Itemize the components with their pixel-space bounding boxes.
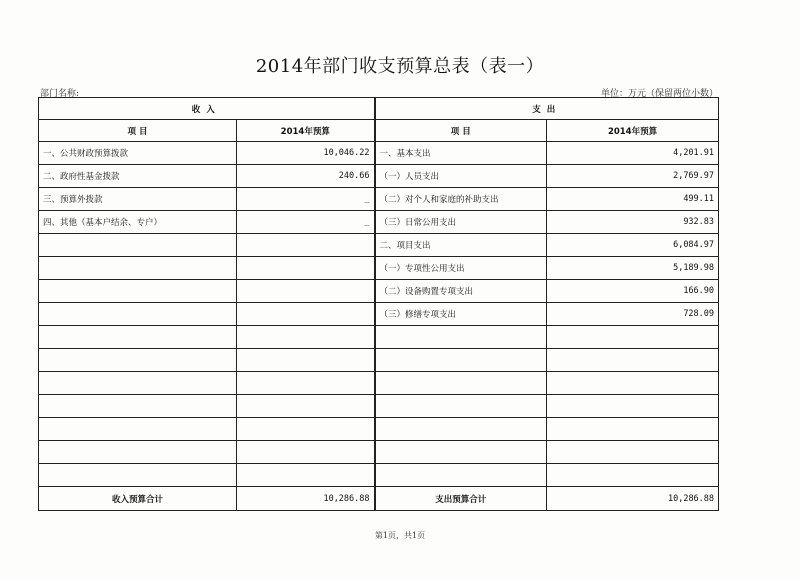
income-item-cell: 二、政府性基金拨款 (39, 165, 237, 188)
total-row (39, 487, 719, 511)
income-item-cell (39, 372, 237, 395)
expense-value-cell: 2,769.97 (547, 165, 719, 188)
expense-item-cell (375, 326, 547, 349)
income-value-cell (237, 418, 375, 441)
income-item-cell (39, 326, 237, 349)
expense-item-cell: （二）设备购置专项支出 (375, 280, 547, 303)
expense-value-cell: 6,084.97 (547, 234, 719, 257)
table-row (39, 280, 719, 303)
table-row (39, 395, 719, 418)
expense-item-cell: （一）专项性公用支出 (375, 257, 547, 280)
expense-item-cell: （二）对个人和家庭的补助支出 (375, 188, 547, 211)
table-row (39, 326, 719, 349)
expense-value-cell (547, 349, 719, 372)
expense-value-cell: 5,189.98 (547, 257, 719, 280)
expense-item-cell: （三）日常公用支出 (375, 211, 547, 234)
table-row (39, 441, 719, 464)
income-total-label: 收入预算合计 (39, 487, 237, 511)
income-item-cell (39, 418, 237, 441)
expense-item-cell (375, 464, 547, 487)
expense-value-cell: 728.09 (547, 303, 719, 326)
table-row (39, 234, 719, 257)
income-section-header: 收入 (39, 98, 375, 120)
income-item-cell (39, 234, 237, 257)
page-number: 第1页，共1页 (374, 531, 426, 540)
income-value-cell: _ (237, 211, 375, 234)
income-item-cell (39, 349, 237, 372)
expense-item-cell: （一）人员支出 (375, 165, 547, 188)
income-value-cell (237, 280, 375, 303)
income-value-cell (237, 257, 375, 280)
expense-value-cell (547, 372, 719, 395)
income-budget-header: 2014年预算 (237, 120, 375, 142)
income-value-cell (237, 441, 375, 464)
unit-label: 单位：万元（保留两位小数） (600, 89, 718, 99)
section-header-row (39, 98, 719, 120)
expense-item-cell (375, 441, 547, 464)
expense-value-cell: 4,201.91 (547, 142, 719, 165)
income-value-cell (237, 326, 375, 349)
income-value-cell (237, 349, 375, 372)
income-item-cell (39, 303, 237, 326)
expense-total-label: 支出预算合计 (375, 487, 547, 511)
expense-value-cell (547, 395, 719, 418)
expense-budget-header: 2014年预算 (547, 120, 719, 142)
income-item-cell: 一、公共财政预算拨款 (39, 142, 237, 165)
table-row (39, 418, 719, 441)
table-row (39, 464, 719, 487)
expense-item-cell (375, 372, 547, 395)
income-item-cell (39, 280, 237, 303)
table-row (39, 372, 719, 395)
income-item-cell (39, 441, 237, 464)
column-header-row (39, 120, 719, 142)
table-row (39, 142, 719, 165)
expense-section-header: 支出 (375, 98, 719, 120)
table-row (39, 188, 719, 211)
income-total-value: 10,286.88 (237, 487, 375, 511)
table-row (39, 257, 719, 280)
income-item-cell (39, 464, 237, 487)
income-value-cell (237, 303, 375, 326)
income-item-cell (39, 257, 237, 280)
expense-value-cell (547, 441, 719, 464)
income-value-cell: 10,046.22 (237, 142, 375, 165)
income-item-cell (39, 395, 237, 418)
income-item-cell: 三、预算外拨款 (39, 188, 237, 211)
table-row (39, 211, 719, 234)
income-value-cell (237, 372, 375, 395)
income-value-cell: _ (237, 188, 375, 211)
expense-item-cell (375, 349, 547, 372)
budget-table (38, 97, 719, 511)
expense-item-header: 项 目 (375, 120, 547, 142)
expense-item-cell: 一、基本支出 (375, 142, 547, 165)
income-value-cell (237, 234, 375, 257)
income-value-cell (237, 464, 375, 487)
expense-value-cell (547, 326, 719, 349)
department-label: 部门名称: (40, 89, 80, 99)
expense-total-value: 10,286.88 (547, 487, 719, 511)
income-value-cell (237, 395, 375, 418)
expense-value-cell: 166.90 (547, 280, 719, 303)
income-item-header: 项 目 (39, 120, 237, 142)
expense-item-cell: 二、项目支出 (375, 234, 547, 257)
expense-item-cell (375, 418, 547, 441)
income-value-cell: 240.66 (237, 165, 375, 188)
expense-item-cell (375, 395, 547, 418)
expense-value-cell (547, 418, 719, 441)
table-row (39, 349, 719, 372)
expense-value-cell: 499.11 (547, 188, 719, 211)
page-title: 2014年部门收支预算总表（表一） (255, 56, 545, 77)
table-row (39, 165, 719, 188)
income-item-cell: 四、其他（基本户结余、专户） (39, 211, 237, 234)
expense-item-cell: （三）修缮专项支出 (375, 303, 547, 326)
table-row (39, 303, 719, 326)
expense-value-cell (547, 464, 719, 487)
expense-value-cell: 932.83 (547, 211, 719, 234)
